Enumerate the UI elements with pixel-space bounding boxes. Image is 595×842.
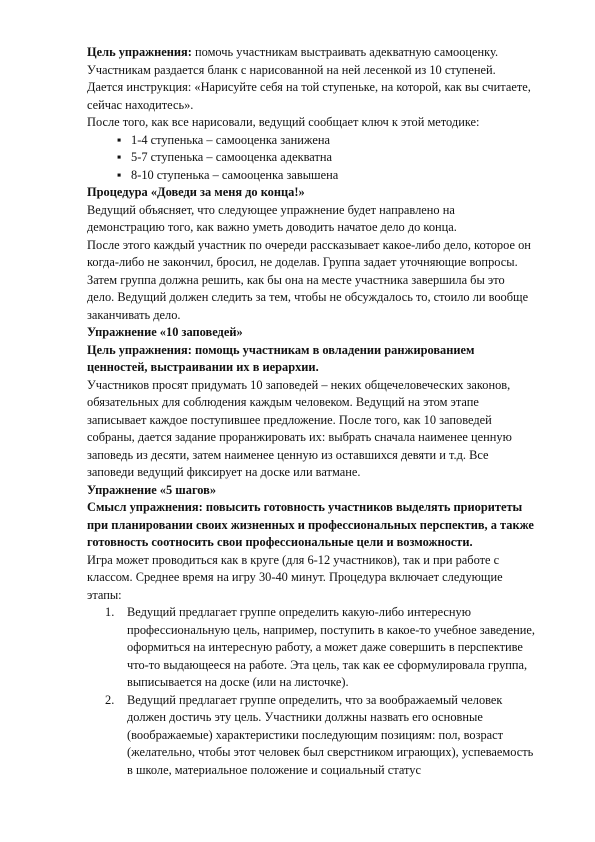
paragraph-intro: Ведущий объясняет, что следующее упражнение будет направлено на демонстрацию того, как важно уметь доводить начатое дело до конца. [87,202,457,234]
list-item [117,167,535,185]
section-title: Процедура «Доведи за меня до конца!» [87,185,305,199]
goal-text: помочь участникам выстраивать адекватную самооценку. [191,45,499,59]
goal-label: Цель упражнения: [87,45,192,59]
bullet-icon: ▪ [117,132,122,147]
list-item [105,692,535,780]
steps-list [87,604,535,779]
paragraph-procedure: Участников просят придумать 10 заповедей – неких общечеловеческих законов, обязательных для соблюдения каждым человеком. Ведущий на этом этапе записывает каждое поступившее предложение. После того, как 10 заповедей собраны, дается задание проранжировать их: выбрать сначала наименее ценную заповедь из десяти, затем наименее ценную из оставшихся девяти и т.д. Все заповеди ведущий фиксирует на доске или ватмане. [87,377,512,479]
step-text: Ведущий предлагает группе определить какую-либо интересную профессиональную цель, например, поступить в какое-то учебное заведение, оформиться на интересную работу, а может даже совершить в перспективе что-то выдающееся на работе. Эта цель, так как ее сформулировала группа, выписывается на доске (или на листочке). [127,605,535,689]
step-number: 1. [105,605,115,619]
list-item-text: 8-10 ступенька – самооценка завышена [131,167,339,182]
paragraph-blank: Участникам раздается бланк с нарисованной на ней лесенкой из 10 ступеней. [87,62,496,77]
key-list [87,132,535,185]
list-item [105,604,535,692]
section-title: Упражнение «5 шагов» [87,482,217,497]
list-item [117,149,535,167]
paragraph-key: После того, как все нарисовали, ведущий сообщает ключ к этой методике: [87,115,480,129]
list-item-text: 1-4 ступенька – самооценка занижена [131,132,330,147]
goal-paragraph: Цель упражнения: помощь участникам в овладении ранжированием ценностей, выстраивании их в иерархии. [87,342,475,374]
step-number: 2. [105,692,115,707]
list-item [117,132,535,150]
paragraph-instruction: Дается инструкция: «Нарисуйте себя на той ступеньке, на которой, как вы считаете, сейчас находитесь». [87,80,531,112]
list-item-text: 5-7 ступенька – самооценка адекватна [131,150,333,164]
paragraph-procedure: После этого каждый участник по очереди рассказывает какое-либо дело, которое он когда-либо не закончил, бросил, не доделав. Группа задает уточняющие вопросы. Затем группа должна решить, как бы она на месте участника завершила бы это дело. Ведущий должен следить за тем, чтобы не обсуждалось то, стоило ли вообще заканчивать дело. [87,237,531,322]
bullet-icon: ▪ [117,167,122,182]
step-text: Ведущий предлагает группе определить, что за воображаемый человек должен достичь эту цель. Участники должны назвать его основные (воображаемые) характеристики последующим позициям: пол, возраст (желательно, чтобы этот человек был сверстником играющих), успеваемость в школе, материальное положение и социальный статус [127,692,534,777]
bullet-icon: ▪ [117,150,122,164]
paragraph-procedure: Игра может проводиться как в круге (для 6-12 участников), так и при работе с классом. Среднее время на игру 30-40 минут. Процедура включает следующие этапы: [87,552,503,602]
goal-paragraph [87,499,535,552]
goal-label: Смысл упражнения: [87,500,203,514]
goal-paragraph [87,44,535,62]
section-title: Упражнение «10 заповедей» [87,325,243,339]
goal-text: повысить готовность участников выделять приоритеты при планировании своих жизненных и профессиональных перспектив, а также готовность соотносить свои профессиональные цели и возможности. [87,500,534,549]
